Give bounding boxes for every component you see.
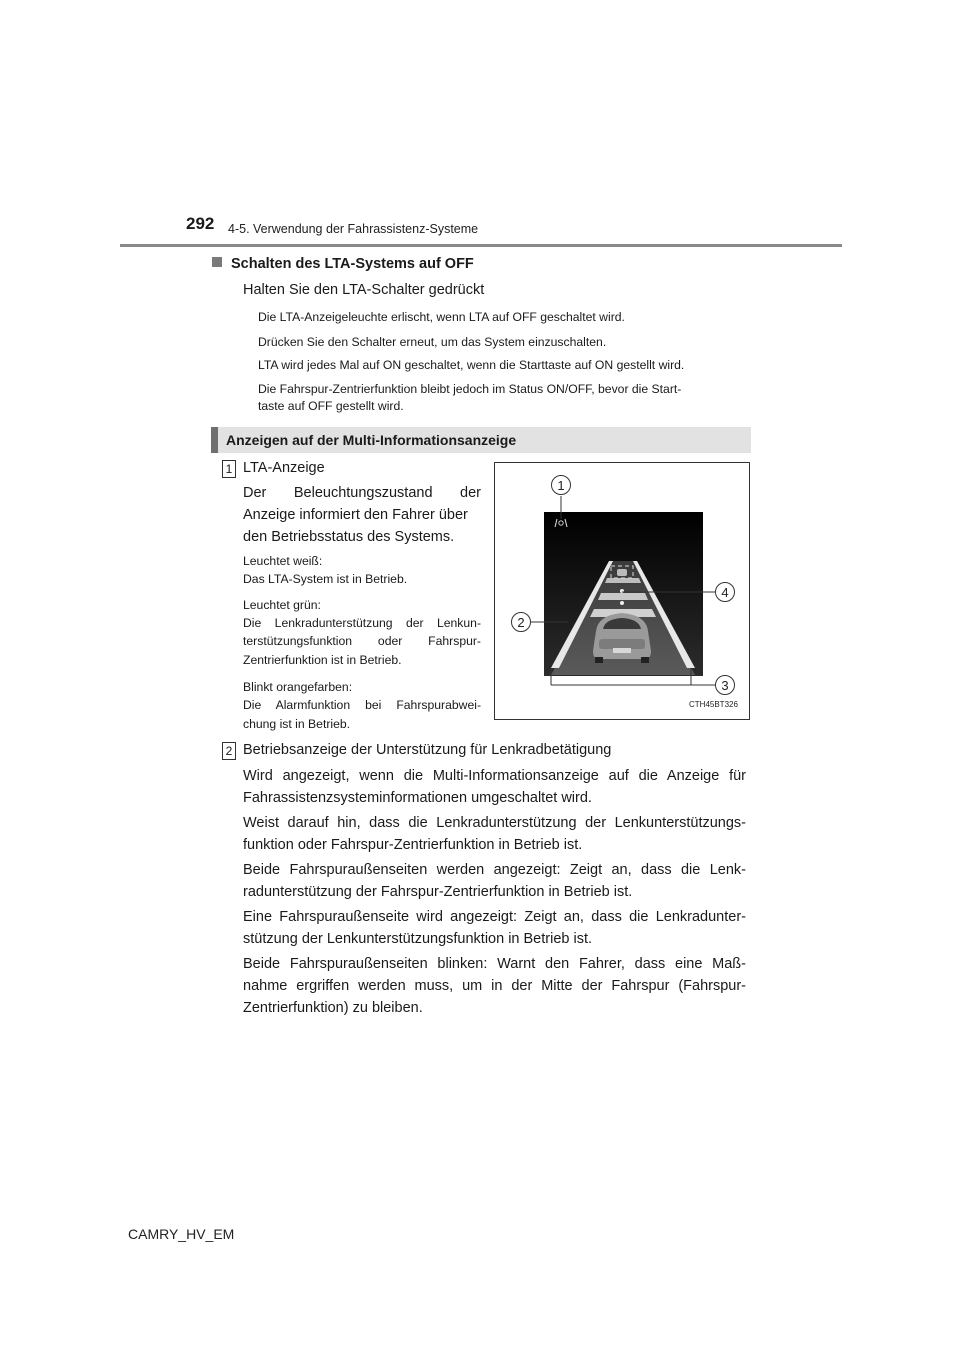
- item-1-title: LTA-Anzeige: [243, 460, 325, 476]
- off-note-3: LTA wird jedes Mal auf ON geschaltet, wenn die Starttaste auf ON gestellt wird.: [258, 358, 685, 372]
- item-2-p5-l2: nahme ergriffen werden muss, um in der Mitte der Fahrspur (Fahrspur-: [243, 978, 746, 994]
- state-white-label: Leuchtet weiß:: [243, 554, 323, 568]
- lta-display-illustration: [495, 463, 749, 719]
- state-green-line-3: Zentrierfunktion ist in Betrieb.: [243, 653, 402, 667]
- callout-3-label: 3: [721, 678, 729, 693]
- item-2-p5-l3: Zentrierfunktion) zu bleiben.: [243, 1000, 423, 1016]
- section-header: [211, 427, 751, 453]
- item-2-p2-l2: funktion oder Fahrspur-Zentrierfunktion in Betrieb ist.: [243, 837, 583, 853]
- callout-4-label: 4: [721, 585, 729, 600]
- lane-stripe: [598, 593, 648, 600]
- state-green-label: Leuchtet grün:: [243, 598, 321, 612]
- state-orange-line-1: Die Alarmfunktion bei Fahrspurabwei-: [243, 698, 481, 712]
- off-step: Halten Sie den LTA-Schalter gedrückt: [243, 282, 485, 298]
- item-2-p5-l1: Beide Fahrspuraußenseiten blinken: Warnt den Fahrer, dass eine Maß-: [243, 956, 746, 972]
- figure-code: CTH45BT326: [689, 700, 738, 709]
- state-orange-line-2: chung ist in Betrieb.: [243, 717, 351, 731]
- callout-2: [512, 613, 531, 632]
- item-2-badge: 2: [222, 742, 236, 760]
- lane-stripe: [605, 578, 641, 583]
- item-2-p4-l1: Eine Fahrspuraußenseite wird angezeigt: Zeigt an, dass die Lenkradunter-: [243, 909, 746, 925]
- off-note-4: Die Fahrspur-Zentrierfunktion bleibt jedoch im Status ON/OFF, bevor die Start-: [258, 382, 682, 396]
- state-green-line-2: terstützungsfunktion oder Fahrspur-: [243, 634, 481, 648]
- item-1-body-1: Der Beleuchtungszustand der: [243, 485, 481, 501]
- item-2-p1-l2: Fahrassistenzsysteminformationen umgeschaltet wird.: [243, 790, 592, 806]
- item-2-p4-l2: stützung der Lenkunterstützungsfunktion in Betrieb ist.: [243, 931, 593, 947]
- lta-display-figure: [494, 462, 750, 720]
- center-dot: [620, 601, 624, 605]
- off-note-5: taste auf OFF gestellt wird.: [258, 399, 404, 413]
- item-2-p1-l1: Wird angezeigt, wenn die Multi-Informationsanzeige auf die Anzeige für: [243, 768, 746, 784]
- item-2-p3-l2: radunterstützung der Fahrspur-Zentrierfunktion in Betrieb ist.: [243, 884, 633, 900]
- item-1-badge: 1: [222, 460, 236, 478]
- page-number: 292: [186, 214, 215, 233]
- own-car-icon: [593, 613, 651, 663]
- section-bar-edge: [211, 427, 218, 453]
- section-title: Anzeigen auf der Multi-Informationsanzeige: [226, 432, 517, 448]
- state-white-line: Das LTA-System ist in Betrieb.: [243, 572, 408, 586]
- state-orange-label: Blinkt orangefarben:: [243, 680, 353, 694]
- footer-model: CAMRY_HV_EM: [128, 1226, 235, 1242]
- off-section-title: Schalten des LTA-Systems auf OFF: [212, 256, 474, 272]
- callout-4: [716, 583, 735, 602]
- item-1-body-3: den Betriebsstatus des Systems.: [243, 529, 455, 545]
- off-note-2: Drücken Sie den Schalter erneut, um das System einzuschalten.: [258, 335, 607, 349]
- item-2-title: Betriebsanzeige der Unterstützung für Lenkradbetätigung: [243, 742, 612, 758]
- state-green-line-1: Die Lenkradunterstützung der Lenkun-: [243, 616, 481, 630]
- chapter-title: 4-5. Verwendung der Fahrassistenz-Systeme: [228, 222, 479, 236]
- item-1-body-2: Anzeige informiert den Fahrer über: [243, 507, 468, 523]
- lead-car: [617, 569, 627, 576]
- callout-3: [716, 676, 735, 695]
- off-note-1: Die LTA-Anzeigeleuchte erlischt, wenn LTA auf OFF geschaltet wird.: [258, 310, 625, 324]
- square-bullet-icon: [212, 257, 222, 267]
- item-2-p2-l1: Weist darauf hin, dass die Lenkradunterstützung der Lenkunterstützungs-: [243, 815, 746, 831]
- callout-1: [552, 476, 571, 495]
- item-2-p3-l1: Beide Fahrspuraußenseiten werden angezeigt: Zeigt an, dass die Lenk-: [243, 862, 746, 878]
- callout-1-label: 1: [557, 478, 565, 493]
- callout-2-label: 2: [517, 615, 525, 630]
- header-rule: [120, 244, 842, 247]
